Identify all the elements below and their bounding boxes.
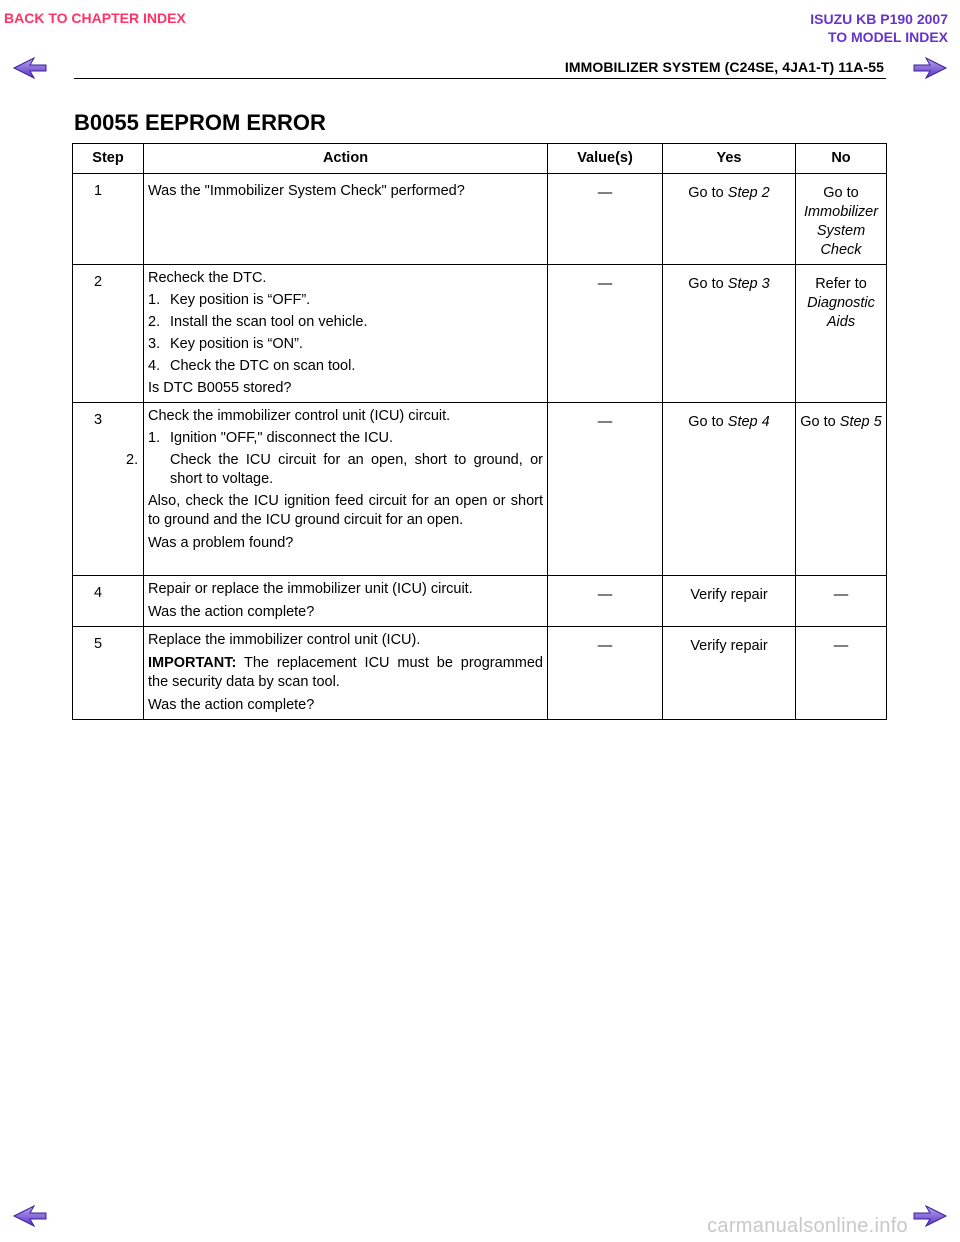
values-cell: — [548,576,663,627]
back-to-chapter-index-link[interactable]: BACK TO CHAPTER INDEX [4,10,186,26]
header-divider [74,78,886,79]
header-action: Action [144,144,548,174]
procedure-link[interactable]: Immobilizer [803,204,879,220]
question-text: Is DTC B0055 stored? [148,380,292,396]
values-cell: — [548,403,663,576]
question-text: Was the action complete? [148,604,315,620]
no-cell[interactable]: Refer to Diagnostic Aids [796,265,887,403]
action-cell: Repair or replace the immobilizer unit (ICU) circuit. Was the action complete? [144,576,548,627]
previous-page-arrow-icon[interactable] [12,57,48,79]
table-row [73,627,887,720]
important-note: IMPORTANT: The replacement ICU must be programmed the security data by scan tool. [148,655,543,690]
table-row [73,576,887,627]
table-row [73,174,887,265]
step-number: 3 [73,403,144,576]
yes-cell[interactable]: Go to Step 4 [663,403,796,576]
next-page-arrow-icon[interactable] [912,57,948,79]
previous-page-arrow-icon[interactable] [12,1205,48,1227]
step-number: 2 [73,265,144,403]
list-item: 4. Check the DTC on scan tool. [148,358,356,374]
question-text: Was a problem found? [148,535,294,551]
list-item: 1. Key position is “OFF”. [148,292,311,308]
yes-cell: Verify repair [663,627,796,720]
list-item: 3. Key position is “ON”. [148,336,303,352]
table-row [73,403,887,576]
model-index-label[interactable]: TO MODEL INDEX [827,29,948,45]
action-cell: Check the immobilizer control unit (ICU) circuit. 1. Ignition "OFF," disconnect the ICU. 2. Check the ICU circuit for an open, short to ground, or short to voltage. Also, check the ICU ignition feed circuit for an open or short to ground and the ICU ground circuit for an open. Was a problem found? [144,403,548,576]
list-item: 1. Ignition "OFF," disconnect the ICU. [148,430,394,446]
header-values: Value(s) [548,144,663,174]
table-header-row [73,144,887,174]
table-row [73,265,887,403]
step-number: 5 [73,627,144,720]
section-title: B0055 EEPROM ERROR [74,110,326,135]
no-cell: — [796,627,887,720]
step-number: 4 [73,576,144,627]
step-number: 1 [73,174,144,265]
procedure-link[interactable]: Diagnostic Aids [807,295,875,330]
yes-cell: Verify repair [663,576,796,627]
step-link[interactable]: Step 2 [727,185,770,201]
step-link[interactable]: Step 5 [839,414,882,430]
header-no: No [796,144,887,174]
action-text: Was the "Immobilizer System Check" performed? [148,183,465,199]
action-cell: Recheck the DTC. 1. Key position is “OFF”. 2. Install the scan tool on vehicle. 3. Key position is “ON”. 4. Check the DTC on scan tool. Is DTC B0055 stored? [144,265,548,403]
page-header-title: IMMOBILIZER SYSTEM (C24SE, 4JA1-T) 11A-55 [564,59,884,75]
step-link[interactable]: Step 4 [727,414,770,430]
values-cell: — [548,174,663,265]
values-cell: — [548,265,663,403]
yes-cell[interactable]: Go to Step 3 [663,265,796,403]
no-cell: — [796,576,887,627]
list-item: 2. Install the scan tool on vehicle. [148,314,368,330]
header-step: Step [73,144,144,174]
no-cell[interactable]: Go to Step 5 [796,403,887,576]
action-cell [144,174,548,265]
list-item: 2. Check the ICU circuit for an open, short to ground, or short to voltage. [126,452,543,487]
to-model-index-link[interactable] [810,10,948,46]
yes-cell[interactable]: Go to Step 2 [663,174,796,265]
model-title[interactable]: ISUZU KB P190 2007 [810,11,948,27]
no-cell[interactable]: Go to Immobilizer System Check [796,174,887,265]
diagnostic-steps-table [72,143,887,720]
header-yes: Yes [663,144,796,174]
step-link[interactable]: Step 3 [727,276,770,292]
action-cell: Replace the immobilizer control unit (ICU). IMPORTANT: The replacement ICU must be programmed the security data by scan tool. Was the action complete? [144,627,548,720]
note-text: Also, check the ICU ignition feed circuit for an open or short to ground and the ICU ground circuit for an open. [148,493,543,528]
question-text: Was the action complete? [148,697,315,713]
next-page-arrow-icon[interactable] [912,1205,948,1227]
values-cell: — [548,627,663,720]
watermark: carmanualsonline.info [707,1215,908,1237]
